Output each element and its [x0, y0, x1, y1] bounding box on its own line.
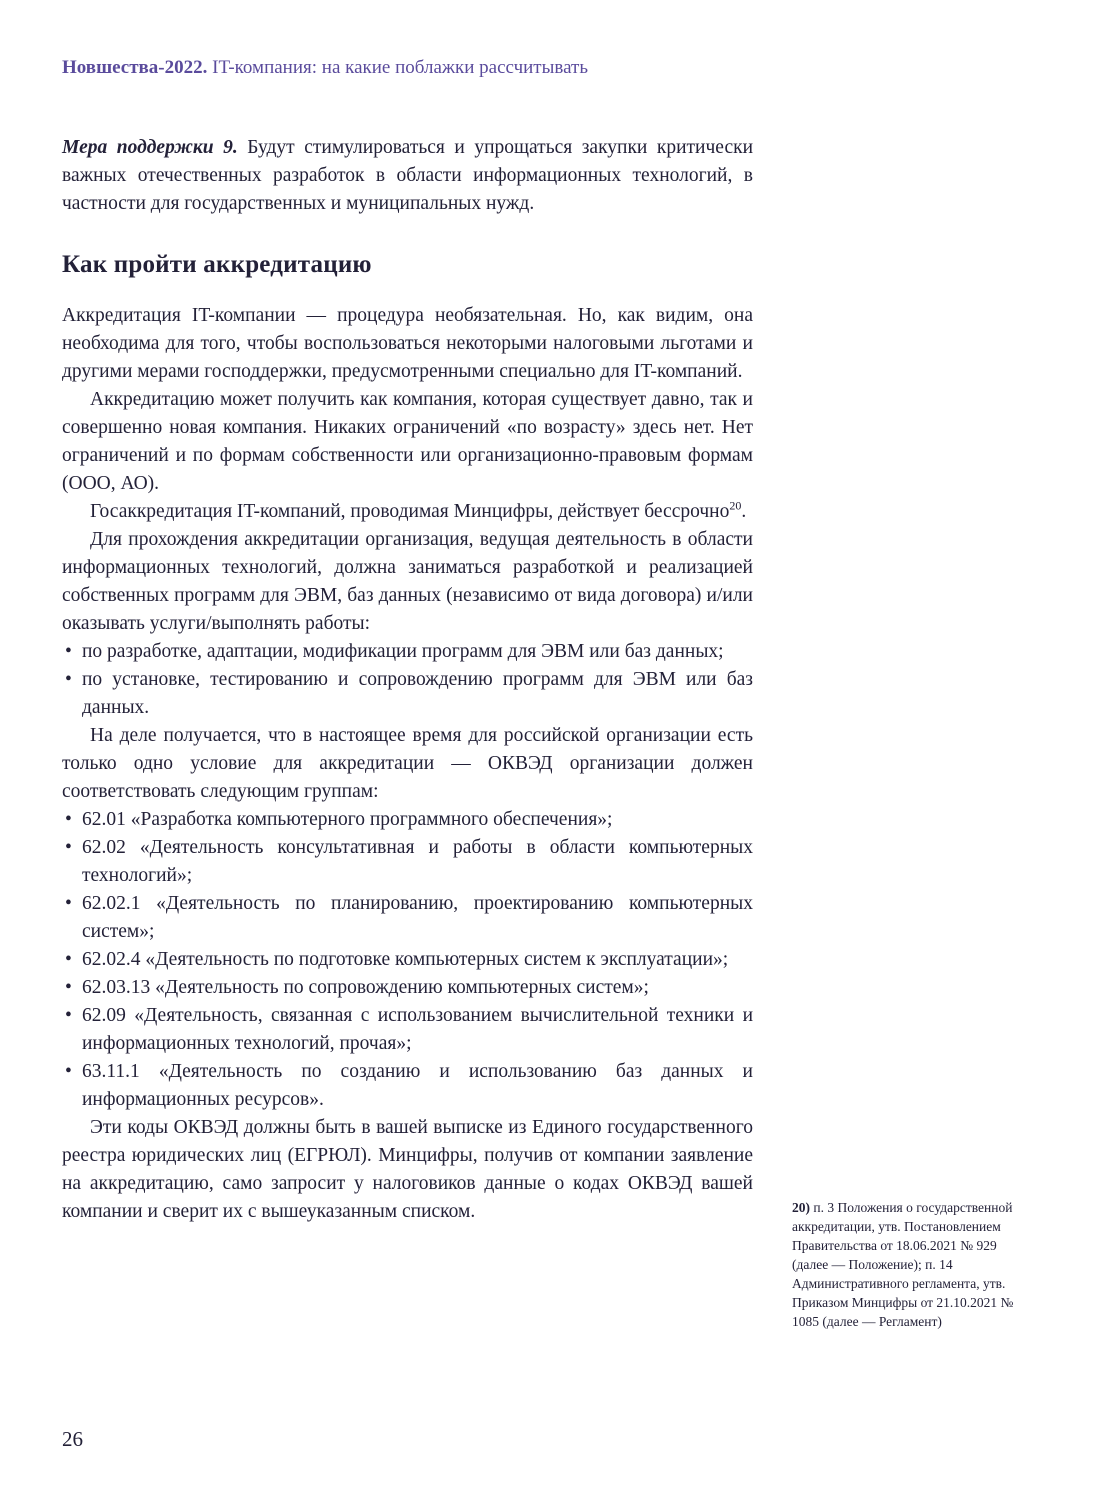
page-number: 26: [62, 1427, 83, 1451]
list-item: • 62.02.1 «Деятельность по планированию, проектированию компьютерных систем»;: [62, 890, 753, 946]
footnote-text: п. 3 Положения о государственной аккредитации, утв. Постановлением Правительства от 18.06.2021 № 929 (далее — Положение); п. 14 Административного регламента, утв. Приказом Минцифры от 21.10.2021 № 1085 (далее — Регламент): [792, 1200, 1014, 1329]
list-item: • по разработке, адаптации, модификации программ для ЭВМ или баз данных;: [62, 638, 753, 666]
running-header-subtitle: IT-компания: на какие поблажки рассчитывать: [212, 57, 588, 78]
list-item: • 62.01 «Разработка компьютерного программного обеспечения»;: [62, 806, 753, 834]
list-item: • 62.09 «Деятельность, связанная с использованием вычислительной техники и информационных технологий, прочая»;: [62, 1002, 753, 1058]
okved-list: [62, 806, 753, 1114]
paragraph-requirements: Для прохождения аккредитации организация, ведущая деятельность в области информационных технологий, должна заниматься разработкой и реализацией собственных программ для ЭВМ, баз данных (независимо от вида договора) и/или оказывать услуги/выполнять работы:: [62, 529, 753, 634]
main-column: [62, 134, 753, 1226]
paragraph-termless: [62, 498, 753, 526]
intro-text: Будут стимулироваться и упрощаться закупки критически важных отечественных разработок в области информационных технологий, в частности для государственных и муниципальных нужд.: [62, 137, 754, 214]
paragraph-who-can-get: Аккредитацию может получить как компания, которая существует давно, так и совершенно новая компания. Никаких ограничений «по возрасту» здесь нет. Нет ограничений и по формам собственности или организационно-правовым формам (ООО, АО).: [62, 389, 753, 494]
list-item: • по установке, тестированию и сопровождению программ для ЭВМ или баз данных.: [62, 666, 753, 722]
list-item: • 62.02 «Деятельность консультативная и работы в области компьютерных технологий»;: [62, 834, 753, 890]
paragraph-termless-tail: .: [741, 501, 747, 522]
activity-list: [62, 638, 753, 722]
footnote-reference: 20: [729, 498, 742, 513]
paragraph-accreditation-optional: Аккредитация IT-компании — процедура необязательная. Но, как видим, она необходима для того, чтобы воспользоваться некоторыми налоговыми льготами и другими мерами господдержки, предусмотренными специально для IT-компаний.: [62, 305, 753, 382]
list-item: • 63.11.1 «Деятельность по созданию и использованию баз данных и информационных ресурсов».: [62, 1058, 753, 1114]
list-item: • 62.02.4 «Деятельность по подготовке компьютерных систем к эксплуатации»;: [62, 946, 753, 974]
paragraph-egrul: Эти коды ОКВЭД должны быть в вашей выписке из Единого государственного реестра юридических лиц (ЕГРЮЛ). Минцифры, получив от компании заявление на аккредитацию, само запросит у налоговиков данные о кодах ОКВЭД вашей компании и сверит их с вышеуказанным списком.: [62, 1117, 753, 1222]
footnote-marker: 20): [792, 1200, 810, 1215]
list-item: • 62.03.13 «Деятельность по сопровождению компьютерных систем»;: [62, 974, 753, 1002]
running-header-title: Новшества-2022.: [62, 57, 208, 78]
paragraph-okved-condition: На деле получается, что в настоящее время для российской организации есть только одно условие для аккредитации — ОКВЭД организации должен соответствовать следующим группам:: [62, 725, 753, 802]
running-header: [62, 56, 782, 80]
section-heading: Как пройти аккредитацию: [62, 251, 372, 278]
intro-paragraph: [62, 134, 753, 218]
paragraph-termless-text: Госаккредитация IT-компаний, проводимая Минцифры, действует бессрочно: [90, 501, 730, 522]
margin-footnote: [792, 1198, 1018, 1331]
intro-lead: Мера поддержки 9.: [62, 137, 238, 158]
